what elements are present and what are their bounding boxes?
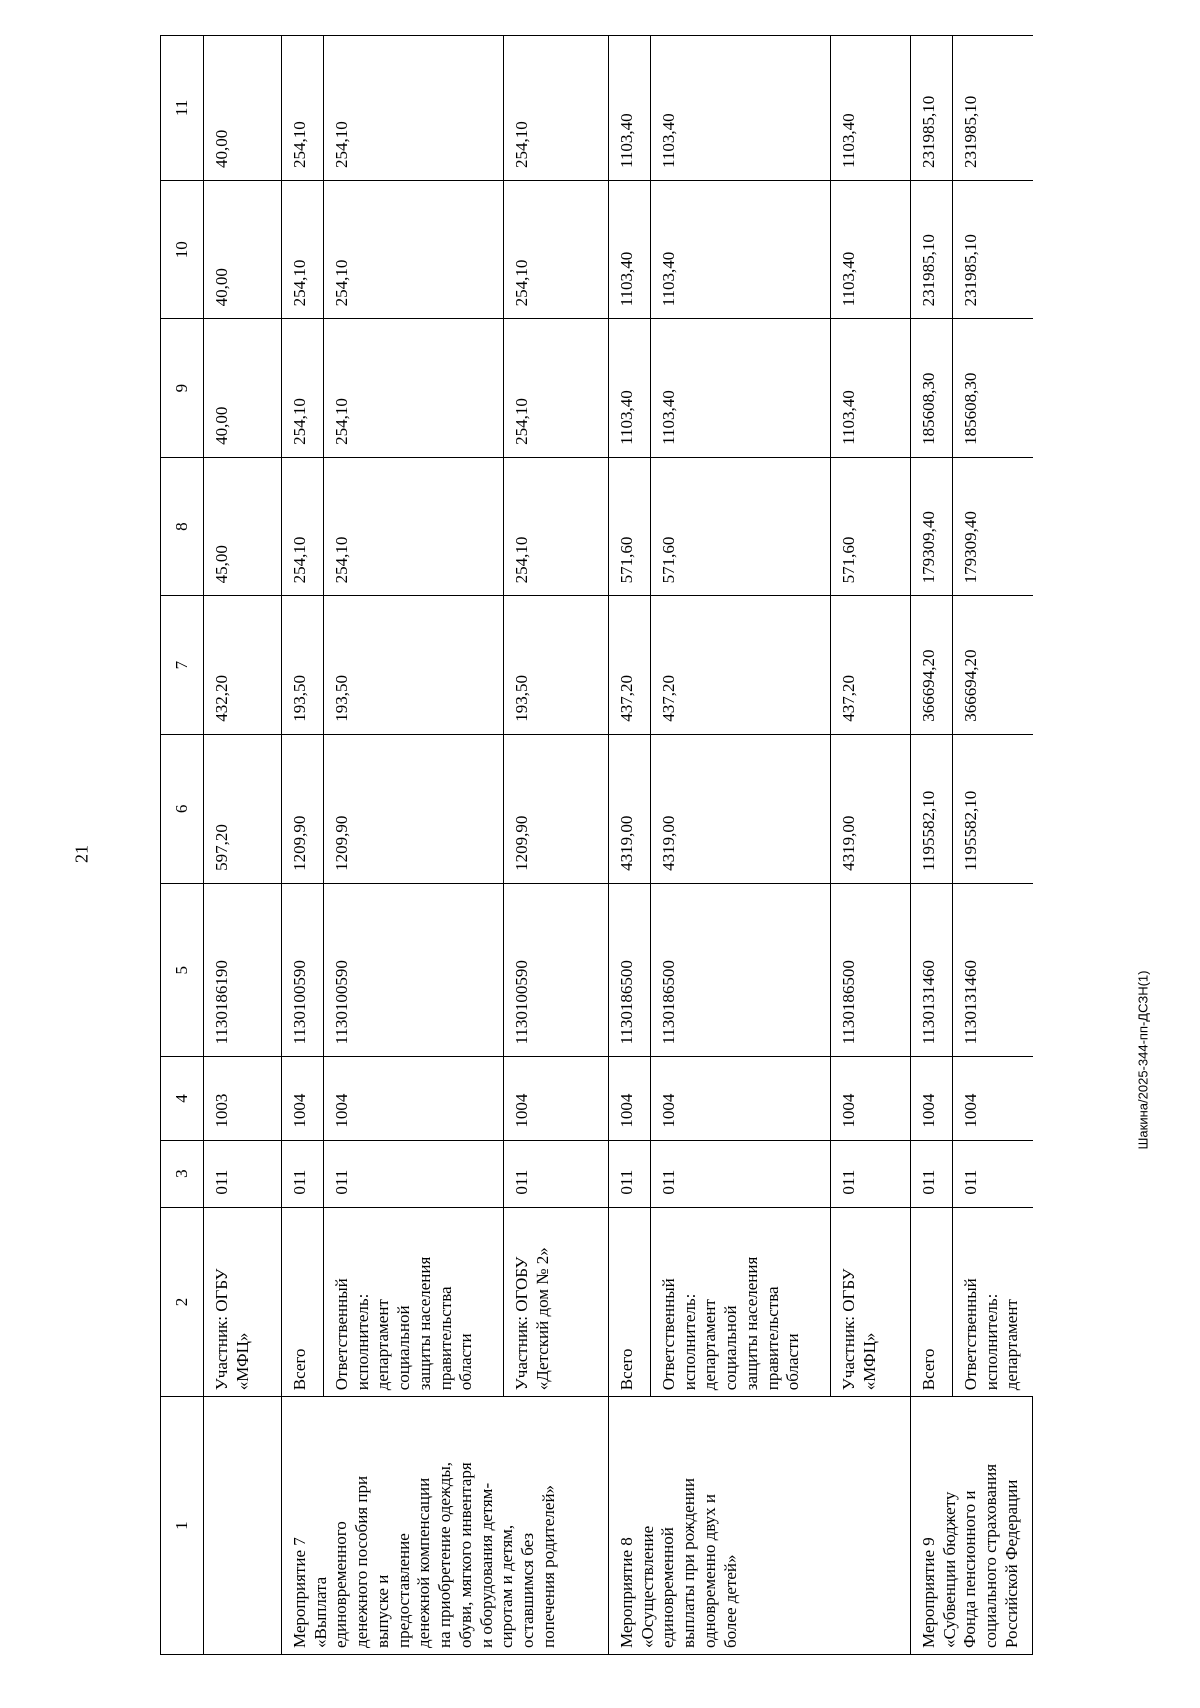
cell-event-7: Мероприятие 7 «Выплата единовременного денежного пособия при выпуске и предоставление денежной компенсации на приобретение одежды, обуви, мягкого инвентаря и оборудования детям- сиротам и детям, оставшимся без попечения родителей» <box>282 1397 609 1655</box>
cell-grbs: 011 <box>911 1140 953 1207</box>
cell-value: 254,10 <box>324 36 504 181</box>
cell-target-article: 1130100590 <box>282 883 324 1057</box>
cell-value: 571,60 <box>609 457 651 595</box>
cell-value: 4319,00 <box>651 734 831 883</box>
cell-executor: Ответственный исполнитель: департамент социальной защиты населения правительства области <box>324 1207 504 1397</box>
cell-value: 366694,20 <box>953 596 1033 734</box>
cell-grbs: 011 <box>504 1140 609 1207</box>
footer-document-code: Шакина/2025-344-пп-ДСЗН(1) <box>1135 970 1151 1150</box>
cell-grbs: 011 <box>651 1140 831 1207</box>
cell-value: 437,20 <box>831 596 911 734</box>
cell-grbs: 011 <box>324 1140 504 1207</box>
cell-value: 597,20 <box>204 734 282 883</box>
cell-event <box>204 1397 282 1655</box>
cell-value: 231985,10 <box>911 180 953 318</box>
cell-value: 40,00 <box>204 36 282 181</box>
cell-executor: Ответственный исполнитель: департамент <box>953 1207 1033 1397</box>
cell-value: 1209,90 <box>324 734 504 883</box>
rotated-table-container <box>160 35 1090 1655</box>
cell-executor: Участник: ОГБУ «МФЦ» <box>831 1207 911 1397</box>
cell-target-article: 1130100590 <box>324 883 504 1057</box>
cell-target-article: 1130186500 <box>831 883 911 1057</box>
page-number: 21 <box>71 845 92 863</box>
cell-value: 185608,30 <box>911 319 953 457</box>
budget-table <box>160 35 1033 1655</box>
cell-target-article: 1130131460 <box>911 883 953 1057</box>
cell-target-article: 1130100590 <box>504 883 609 1057</box>
cell-value: 4319,00 <box>831 734 911 883</box>
cell-grbs: 011 <box>831 1140 911 1207</box>
cell-value: 1103,40 <box>831 319 911 457</box>
table-row <box>609 36 651 1655</box>
cell-grbs: 011 <box>953 1140 1033 1207</box>
cell-value: 1103,40 <box>831 180 911 318</box>
cell-value: 1209,90 <box>282 734 324 883</box>
cell-value: 1103,40 <box>609 36 651 181</box>
cell-value: 40,00 <box>204 180 282 318</box>
cell-value: 1103,40 <box>651 180 831 318</box>
cell-target-article: 1130131460 <box>953 883 1033 1057</box>
cell-section: 1004 <box>911 1057 953 1140</box>
cell-value: 1103,40 <box>609 180 651 318</box>
cell-value: 1195582,10 <box>911 734 953 883</box>
cell-grbs: 011 <box>609 1140 651 1207</box>
cell-value: 254,10 <box>324 457 504 595</box>
cell-value: 185608,30 <box>953 319 1033 457</box>
cell-section: 1004 <box>831 1057 911 1140</box>
cell-executor: Всего <box>911 1207 953 1397</box>
cell-value: 40,00 <box>204 319 282 457</box>
cell-target-article: 1130186190 <box>204 883 282 1057</box>
cell-value: 366694,20 <box>911 596 953 734</box>
cell-value: 571,60 <box>651 457 831 595</box>
header-col-3: 3 <box>161 1140 204 1207</box>
cell-section: 1004 <box>504 1057 609 1140</box>
cell-executor: Ответственный исполнитель: департамент социальной защиты населения правительства области <box>651 1207 831 1397</box>
cell-value: 1195582,10 <box>953 734 1033 883</box>
table-row <box>911 36 953 1655</box>
cell-executor: Всего <box>282 1207 324 1397</box>
cell-section: 1004 <box>953 1057 1033 1140</box>
cell-value: 254,10 <box>504 457 609 595</box>
header-col-6: 6 <box>161 734 204 883</box>
cell-value: 4319,00 <box>609 734 651 883</box>
header-col-7: 7 <box>161 596 204 734</box>
cell-target-article: 1130186500 <box>609 883 651 1057</box>
cell-value: 571,60 <box>831 457 911 595</box>
cell-value: 179309,40 <box>911 457 953 595</box>
header-col-9: 9 <box>161 319 204 457</box>
header-col-10: 10 <box>161 180 204 318</box>
cell-value: 193,50 <box>282 596 324 734</box>
cell-value: 254,10 <box>282 36 324 181</box>
cell-value: 1103,40 <box>609 319 651 457</box>
table-row <box>282 36 324 1655</box>
cell-value: 254,10 <box>324 319 504 457</box>
cell-value: 432,20 <box>204 596 282 734</box>
cell-value: 1103,40 <box>651 36 831 181</box>
cell-section: 1004 <box>651 1057 831 1140</box>
cell-value: 231985,10 <box>953 180 1033 318</box>
cell-value: 231985,10 <box>953 36 1033 181</box>
cell-section: 1003 <box>204 1057 282 1140</box>
cell-value: 437,20 <box>609 596 651 734</box>
header-col-2: 2 <box>161 1207 204 1397</box>
header-col-11: 11 <box>161 36 204 181</box>
cell-grbs: 011 <box>282 1140 324 1207</box>
cell-value: 45,00 <box>204 457 282 595</box>
cell-value: 254,10 <box>282 180 324 318</box>
cell-grbs: 011 <box>204 1140 282 1207</box>
cell-value: 1209,90 <box>504 734 609 883</box>
cell-value: 179309,40 <box>953 457 1033 595</box>
header-row <box>161 36 204 1655</box>
header-col-8: 8 <box>161 457 204 595</box>
header-col-1: 1 <box>161 1397 204 1655</box>
cell-value: 254,10 <box>504 180 609 318</box>
cell-value: 231985,10 <box>911 36 953 181</box>
cell-executor: Участник: ОГБУ «МФЦ» <box>204 1207 282 1397</box>
cell-value: 193,50 <box>504 596 609 734</box>
cell-value: 254,10 <box>504 36 609 181</box>
cell-value: 254,10 <box>324 180 504 318</box>
cell-event-9: Мероприятие 9 «Субвенции бюджету Фонда пенсионного и социального страхования Российской Федерации <box>911 1397 1033 1655</box>
cell-section: 1004 <box>324 1057 504 1140</box>
cell-value: 1103,40 <box>831 36 911 181</box>
cell-value: 254,10 <box>282 457 324 595</box>
cell-value: 1103,40 <box>651 319 831 457</box>
cell-value: 437,20 <box>651 596 831 734</box>
cell-target-article: 1130186500 <box>651 883 831 1057</box>
cell-section: 1004 <box>282 1057 324 1140</box>
cell-executor: Всего <box>609 1207 651 1397</box>
cell-value: 193,50 <box>324 596 504 734</box>
cell-executor: Участник: ОГОБУ «Детский дом № 2» <box>504 1207 609 1397</box>
table-row <box>204 36 282 1655</box>
header-col-5: 5 <box>161 883 204 1057</box>
cell-value: 254,10 <box>282 319 324 457</box>
header-col-4: 4 <box>161 1057 204 1140</box>
cell-event-8: Мероприятие 8 «Осуществление единовременной выплаты при рождении одновременно двух и более детей» <box>609 1397 911 1655</box>
cell-section: 1004 <box>609 1057 651 1140</box>
cell-value: 254,10 <box>504 319 609 457</box>
